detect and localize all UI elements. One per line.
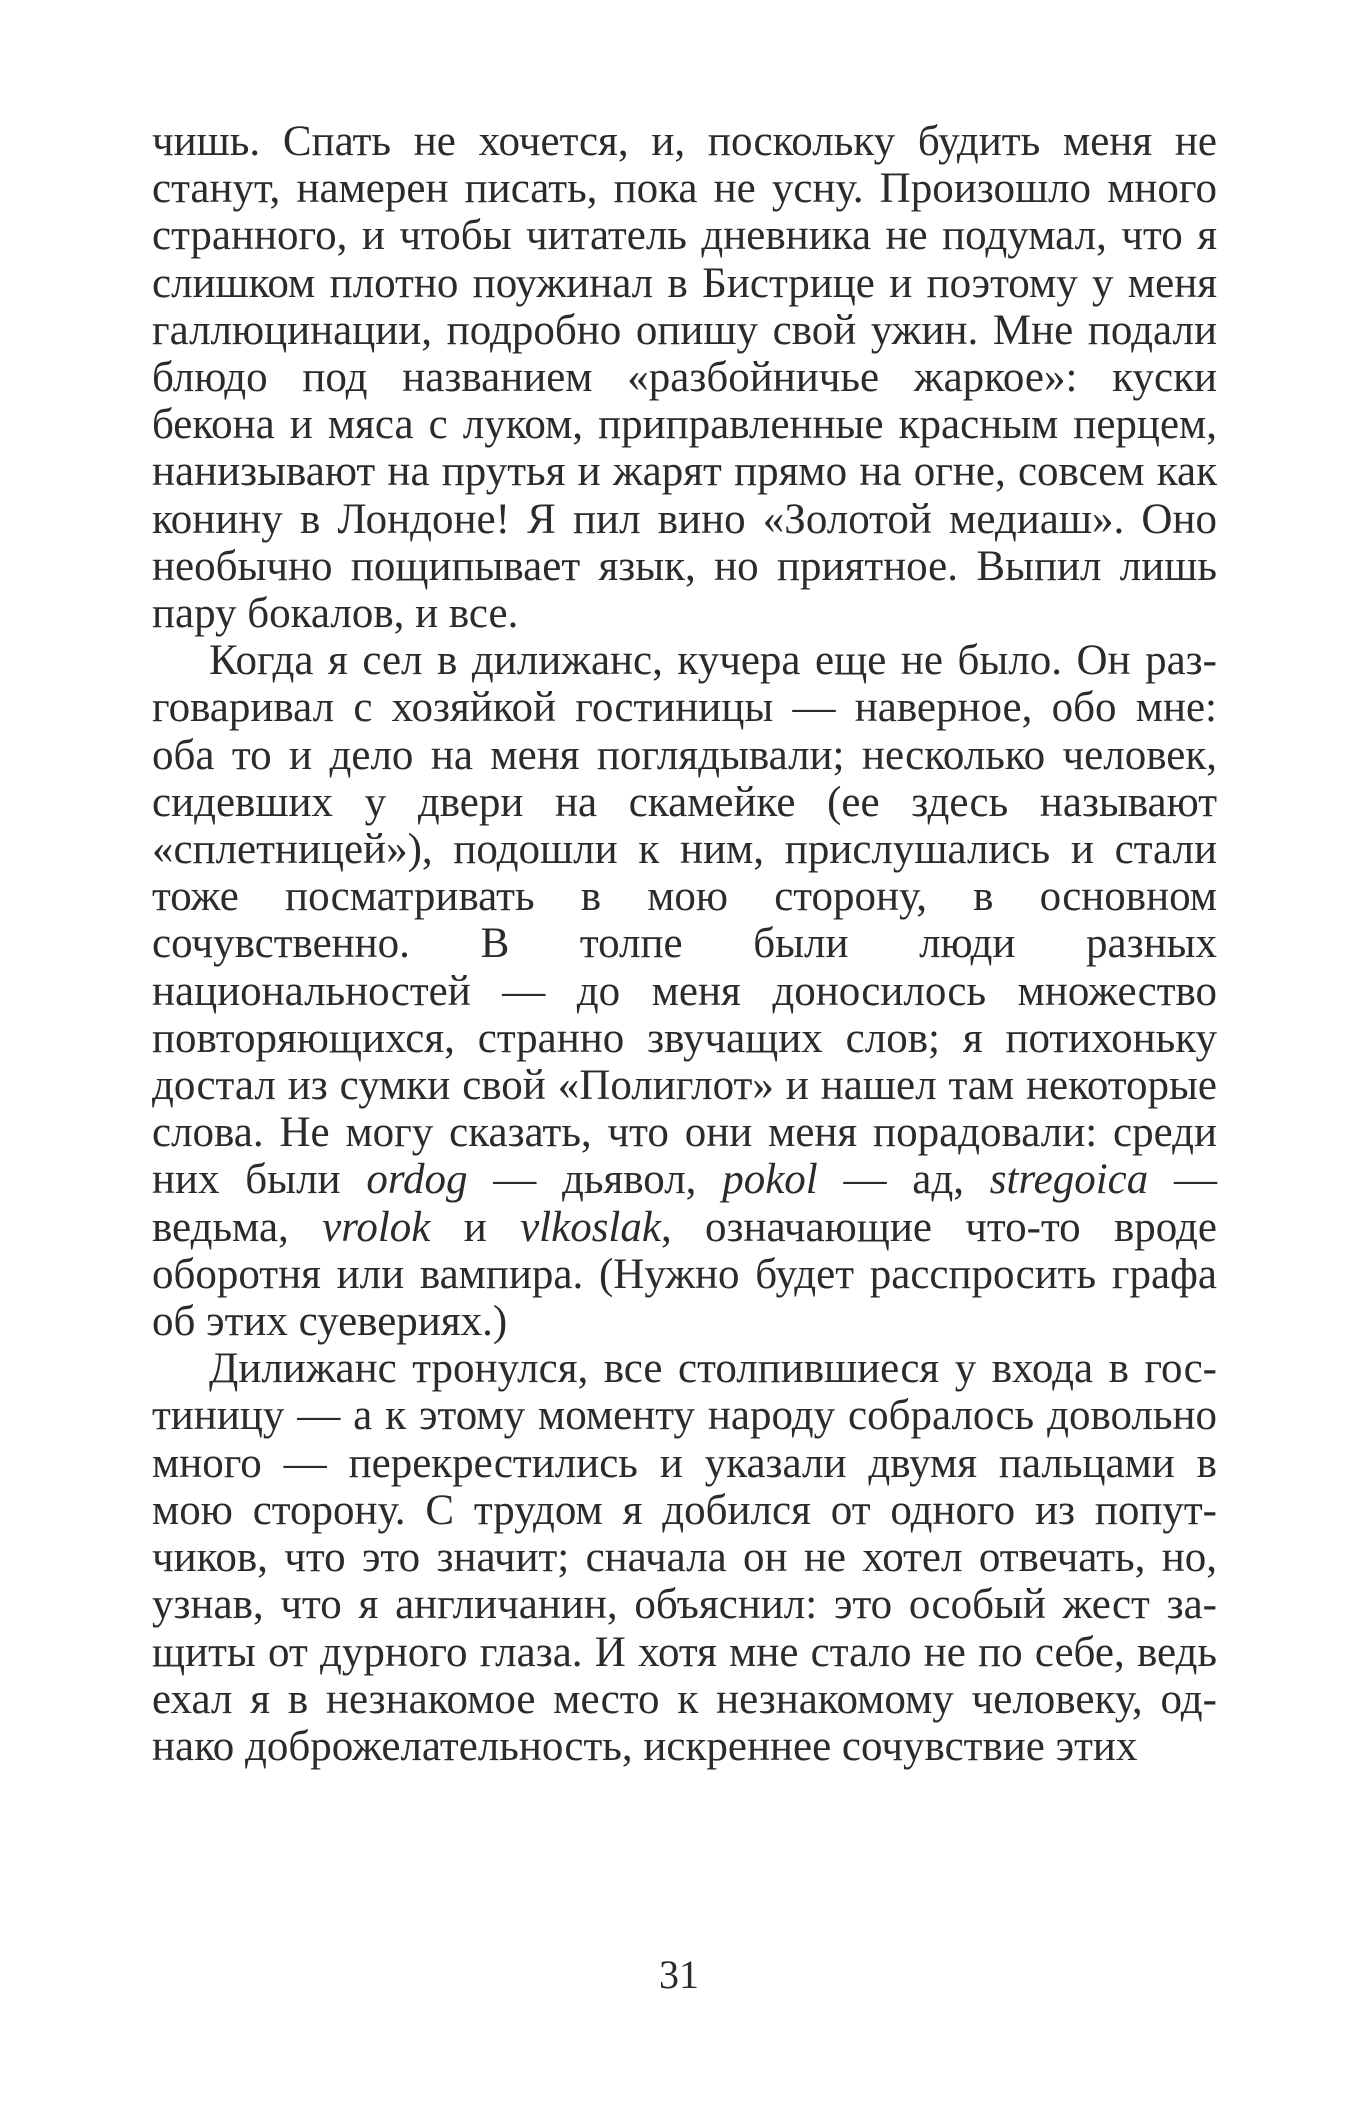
paragraph [152, 637, 1217, 1345]
text-run: Когда я сел в дилижанс, кучера еще не было. Он разговаривал с хозяйкой гостиницы — наверное, обо мне: оба то и дело на меня поглядывали; несколько человек, сидевших у двери на скамейке (ее здесь называют «сплетницей»), подошли к ним, прислушались и стали тоже посматривать в мою сторону, в основном сочувственно. В толпе были люди разных национальностей — до меня доносилось множество повторяющихся, странно звучащих слов; я потихоньку достал из сумки свой «Полиглот» и нашел там некоторые слова. Не могу сказать, что они меня порадовали: среди них были [152, 637, 1217, 1204]
text-run: — дьявол, [467, 1156, 723, 1204]
text-run: и [430, 1203, 521, 1251]
page-number: 31 [659, 1952, 699, 1997]
foreign-word: stregoica [989, 1156, 1149, 1204]
text-run: — ведьма, [152, 1156, 1218, 1251]
foreign-word: ordog [366, 1156, 468, 1204]
text-run: чишь. Спать не хочется, и, поскольку будить меня не станут, намерен писать, пока не усну. Произошло много странного, и чтобы читатель дневника не подумал, что я слишком плотно поужинал в Бистрице и поэтому у меня галлюцинации, подробно опишу свой ужин. Мне подали блюдо под названием «разбойничье жаркое»: куски бекона и мяса с луком, приправленные красным перцем, нанизывают на прутья и жарят прямо на огне, совсем как конину в Лондоне! Я пил вино «Золотой медиаш». Оно необычно пощипывает язык, но приятное. Выпил лишь пару бокалов, и все. [152, 118, 1217, 638]
foreign-word: pokol [722, 1156, 818, 1204]
paragraph [152, 118, 1217, 637]
body-text [152, 118, 1217, 1770]
text-run: Дилижанс тронулся, все столпившиеся у входа в гостиницу — а к этому моменту народу собралось довольно много — перекрестились и указали двумя пальцами в мою сторону. С трудом я добился от одного из попутчиков, что это значит; сначала он не хотел отвечать, но, узнав, что я англичанин, объяснил: это особый жест защиты от дурного глаза. И хотя мне стало не по себе, ведь ехал я в незнакомое место к незнакомому человеку, однако доброжелательность, искреннее сочувствие этих [152, 1345, 1217, 1770]
text-run: — ад, [817, 1156, 990, 1204]
text-run: , означающие что-то вроде оборотня или вампира. (Нужно будет расспросить графа об этих суевериях.) [152, 1203, 1218, 1346]
paragraph [152, 1345, 1217, 1770]
foreign-word: vlkoslak [520, 1203, 661, 1251]
foreign-word: vrolok [322, 1203, 431, 1251]
